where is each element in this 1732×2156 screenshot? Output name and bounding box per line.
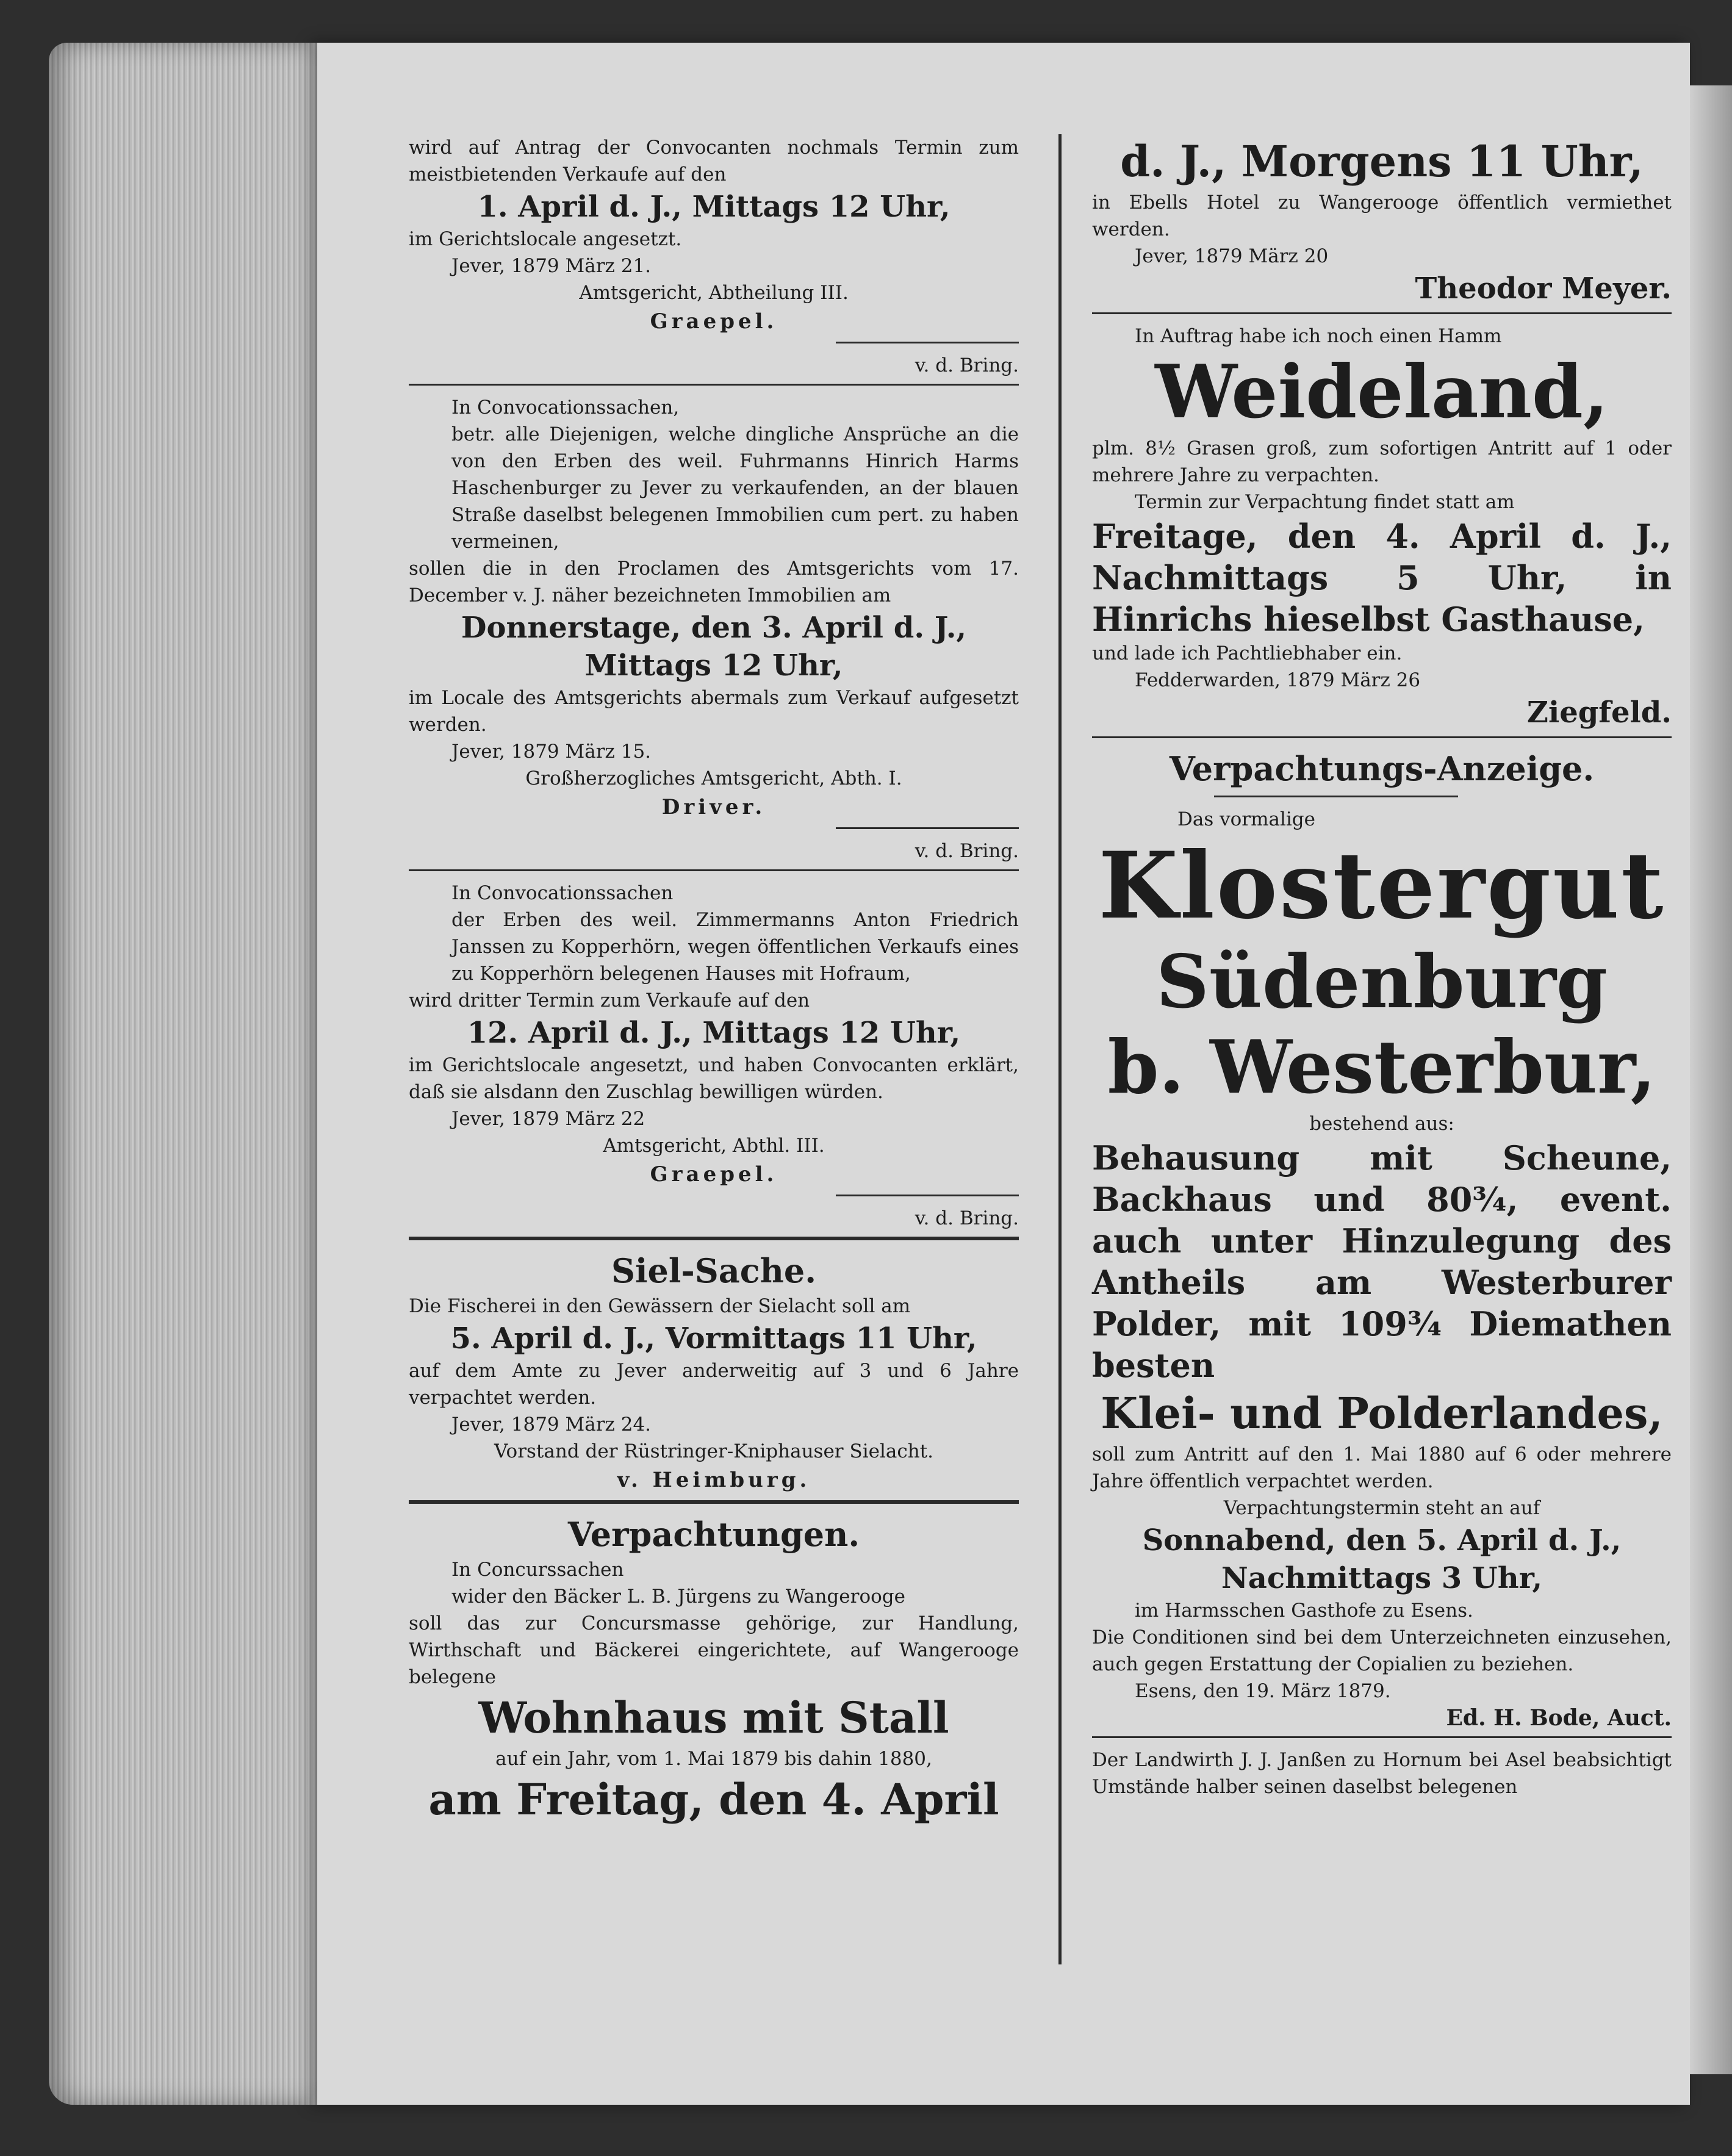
- section-heading: Verpachtungs-Anzeige.: [1169, 749, 1595, 788]
- notice-date: Jever, 1879 März 21.: [451, 255, 652, 277]
- notice-clerk: v. d. Bring.: [915, 354, 1019, 376]
- notice-signature: Ed. H. Bode, Auct.: [1446, 1705, 1672, 1731]
- notice-text: bestehend aus:: [1309, 1113, 1454, 1135]
- notice-text: In Convocationssachen,: [451, 397, 680, 419]
- notice-text: soll zum Antritt auf den 1. Mai 1880 auf 6 oder mehrere Jahre öffentlich verpachtet werden.: [1092, 1443, 1672, 1492]
- left-column: [409, 134, 1019, 1827]
- rule: [836, 1195, 1019, 1196]
- column-divider: [1058, 134, 1062, 1964]
- notice-text: Behausung mit Scheune, Backhaus und 80¾, event. auch unter Hinzulegung des Antheils am Westerburer Polder, mit 109¾ Diemathen besten: [1092, 1138, 1672, 1385]
- notice-clerk: v. d. Bring.: [915, 1207, 1019, 1229]
- notice-date: Jever, 1879 März 22: [451, 1108, 645, 1130]
- notice-text: betr. alle Diejenigen, welche dingliche Ansprüche an die von den Erben des weil. Fuhrmanns Hinrich Harms Haschenburger zu Jever zu verkaufenden, an der blauen Straße daselbst belegenen Immobilien cum pert. zu haben vermeinen,: [451, 423, 1019, 553]
- newspaper-page: [317, 43, 1690, 2105]
- rule: [409, 1237, 1019, 1240]
- notice-authority: Großherzogliches Amtsgericht, Abth. I.: [525, 767, 902, 789]
- notice-signature: Driver.: [661, 795, 766, 819]
- notice-text: Termin zur Verpachtung findet statt am: [1135, 491, 1515, 513]
- notice-text: in Ebells Hotel zu Wangerooge öffentlich vermiethet werden.: [1092, 192, 1672, 240]
- notice-text: Der Landwirth J. J. Janßen zu Hornum bei Asel beabsichtigt Umstände halber seinen daselbst belegenen: [1092, 1749, 1672, 1798]
- notice-text: im Locale des Amtsgerichts abermals zum Verkauf aufgesetzt werden.: [409, 687, 1019, 736]
- notice-date-line: 1. April d. J., Mittags 12 Uhr,: [477, 190, 950, 224]
- notice-text: Verpachtungstermin steht an auf: [1223, 1497, 1540, 1519]
- notice-authority: Amtsgericht, Abtheilung III.: [579, 282, 849, 304]
- notice-text: sollen die in den Proclamen des Amtsgerichts vom 17. December v. J. näher bezeichneten Immobilien am: [409, 558, 1019, 606]
- notice-date: Fedderwarden, 1879 März 26: [1135, 669, 1421, 691]
- notice-text: und lade ich Pachtliebhaber ein.: [1092, 642, 1403, 664]
- notice-text: auf ein Jahr, vom 1. Mai 1879 bis dahin 1880,: [495, 1748, 932, 1770]
- notice-date-line: Freitage, den 4. April d. J., Nachmittags 5 Uhr, in Hinrichs hieselbst Gasthause,: [1092, 517, 1672, 639]
- notice-date-line: d. J., Morgens 11 Uhr,: [1120, 136, 1644, 187]
- notice-date: Jever, 1879 März 20: [1135, 245, 1329, 267]
- facing-page-edge: [1690, 85, 1732, 2074]
- notice-text: Die Conditionen sind bei dem Unterzeichneten einzusehen, auch gegen Erstattung der Copialien zu beziehen.: [1092, 1626, 1672, 1675]
- notice-date-line: Sonnabend, den 5. April d. J.,: [1142, 1523, 1622, 1558]
- notice-text: im Gerichtslocale angesetzt, und haben Convocanten erklärt, daß sie alsdann den Zuschlag bewilligen würden.: [409, 1054, 1019, 1103]
- notice-signature: Ziegfeld.: [1526, 695, 1672, 730]
- notice-text: In Auftrag habe ich noch einen Hamm: [1135, 325, 1502, 347]
- notice-text: In Convocationssachen: [451, 882, 674, 904]
- notice-signature: Graepel.: [650, 309, 778, 334]
- section-heading: Verpachtungen.: [567, 1515, 860, 1554]
- section-heading: Siel-Sache.: [611, 1251, 817, 1290]
- notice-text: im Gerichtslocale angesetzt.: [409, 228, 682, 250]
- notice-text: plm. 8½ Grasen groß, zum sofortigen Antritt auf 1 oder mehrere Jahre zu verpachten.: [1092, 437, 1672, 486]
- right-column: [1092, 134, 1672, 1800]
- rule: [1092, 1736, 1672, 1738]
- notice-text: Das vormalige: [1177, 808, 1315, 830]
- rule: [409, 1500, 1019, 1504]
- notice-text: Die Fischerei in den Gewässern der Sielacht soll am: [409, 1295, 911, 1317]
- notice-text: im Harmsschen Gasthofe zu Esens.: [1135, 1600, 1473, 1622]
- notice-text: wider den Bäcker L. B. Jürgens zu Wangerooge: [451, 1586, 905, 1608]
- notice-headline: Klostergut: [1098, 832, 1666, 940]
- notice-date-line: Nachmittags 3 Uhr,: [1221, 1561, 1543, 1595]
- rule: [836, 827, 1019, 829]
- notice-text: auf dem Amte zu Jever anderweitig auf 3 und 6 Jahre verpachtet werden.: [409, 1360, 1019, 1409]
- notice-headline: am Freitag, den 4. April: [428, 1774, 999, 1825]
- notice-text: soll das zur Concursmasse gehörige, zur Handlung, Wirthschaft und Bäckerei eingerichtete, auf Wangerooge belegene: [409, 1612, 1019, 1688]
- notice-date: Esens, den 19. März 1879.: [1135, 1680, 1391, 1702]
- notice-headline: Klei- und Polderlandes,: [1101, 1388, 1663, 1439]
- rule: [1214, 796, 1458, 797]
- notice-date-line: Mittags 12 Uhr,: [584, 649, 843, 683]
- rule: [1092, 736, 1672, 738]
- notice-headline: Südenburg: [1156, 939, 1608, 1025]
- notice-date: Jever, 1879 März 15.: [451, 741, 652, 763]
- notice-text: wird dritter Termin zum Verkaufe auf den: [409, 990, 810, 1012]
- notice-date-line: 5. April d. J., Vormittags 11 Uhr,: [450, 1321, 977, 1356]
- notice-authority: Amtsgericht, Abthl. III.: [603, 1135, 825, 1157]
- notice-signature: v. Heimburg.: [617, 1468, 811, 1492]
- notice-date-line: 12. April d. J., Mittags 12 Uhr,: [467, 1016, 961, 1050]
- notice-headline: Weideland,: [1155, 349, 1609, 435]
- notice-clerk: v. d. Bring.: [915, 840, 1019, 862]
- notice-signature: Graepel.: [650, 1162, 778, 1187]
- rule: [1092, 312, 1672, 314]
- notice-date-line: Donnerstage, den 3. April d. J.,: [461, 611, 967, 645]
- rule: [409, 384, 1019, 386]
- notice-date: Jever, 1879 März 24.: [451, 1414, 652, 1436]
- book-page-edges: [49, 43, 336, 2105]
- rule: [836, 342, 1019, 343]
- rule: [409, 869, 1019, 871]
- notice-text: der Erben des weil. Zimmermanns Anton Friedrich Janssen zu Kopperhörn, wegen öffentlichen Verkaufs eines zu Kopperhörn belegenen Hauses mit Hofraum,: [451, 909, 1019, 985]
- notice-text: In Concurssachen: [451, 1559, 624, 1581]
- notice-headline: Wohnhaus mit Stall: [478, 1692, 949, 1743]
- notice-text: wird auf Antrag der Convocanten nochmals Termin zum meistbietenden Verkaufe auf den: [409, 137, 1019, 185]
- notice-authority: Vorstand der Rüstringer-Kniphauser Sielacht.: [494, 1440, 933, 1462]
- notice-signature: Theodor Meyer.: [1415, 271, 1672, 306]
- notice-headline: b. Westerbur,: [1107, 1024, 1656, 1110]
